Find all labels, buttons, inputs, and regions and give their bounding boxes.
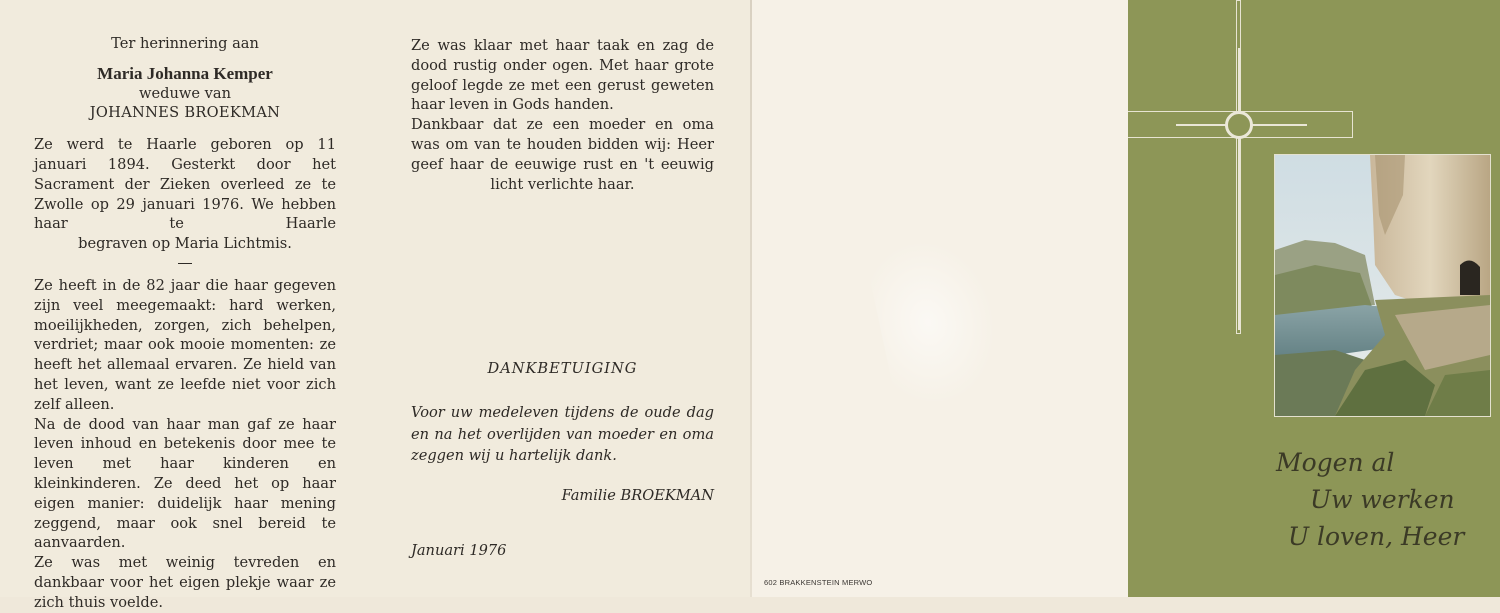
widow-of-text: weduwe van: [139, 84, 231, 102]
husband-name: JOHANNES BROEKMAN: [89, 104, 281, 122]
family-signature: Familie BROEKMAN: [561, 487, 714, 504]
contentment-paragraph: Ze was met weinig tevreden en dankbaar voor het eigen plekje waar ze zich thuis voelde.: [34, 554, 336, 611]
verse-line-1: Mogen al: [1276, 448, 1395, 477]
prayer-paragraph: Dankbaar dat ze een moeder en oma was om van te houden bidden wij: Heer geef haar de eeuwige rust en 't eeuwig: [411, 116, 714, 173]
printer-mark: 602 BRAKKENSTEIN MERWO: [764, 578, 873, 587]
deceased-name: Maria Johanna Kemper: [97, 63, 273, 83]
faith-paragraph: Ze was klaar met haar taak en zag de dood rustig onder ogen. Met haar grote geloof legde ze met een gerust geweten haar leven in Gods handen.: [411, 37, 714, 114]
cross-ring-icon: [1225, 111, 1253, 139]
cross-inner-vertical-line: [1238, 48, 1240, 330]
landscape-photo: [1274, 154, 1491, 417]
memorial-column-left: [34, 34, 336, 613]
cover-verse: [1270, 444, 1500, 555]
thanks-heading: DANKBETUIGING: [487, 360, 638, 377]
life-paragraph: Ze heeft in de 82 jaar die haar gegeven zijn veel meegemaakt: hard werken, moeilijkheden, zorgen, zich behelpen, verdriet; maar ook mooie momenten: ze heeft het allemaal ervaren. Ze hield van het leven, want ze leefde niet voor zich zelf alleen.: [34, 276, 336, 413]
card-date: Januari 1976: [411, 542, 507, 559]
verse-line-2: Uw werken: [1310, 485, 1455, 514]
prayer-last-line: licht verlichte haar.: [490, 175, 635, 193]
landscape-illustration: [1275, 155, 1490, 416]
verse-line-3: U loven, Heer: [1288, 522, 1465, 551]
intro-text: Ter herinnering aan: [111, 35, 259, 52]
birth-death-paragraph: Ze werd te Haarle geboren op 11 januari 1894. Gesterkt door het Sacrament der Zieken overleed ze te Zwolle op 29 januari 1976. We hebben haar te Haarle: [34, 136, 336, 233]
widowhood-paragraph: Na de dood van haar man gaf ze haar leven inhoud en betekenis door mee te leven met haar kinderen en kleinkinderen. Ze deed het op haar eigen manier: duidelijk haar mening zeggend, maar ook snel bereid te aanvaarden.: [34, 415, 336, 552]
separator-dash: [178, 263, 192, 264]
burial-line: begraven op Maria Lichtmis.: [78, 235, 292, 253]
thanks-body: Voor uw medeleven tijdens de oude dag en na het overlijden van moeder en oma zeggen wij u hartelijk dank.: [411, 404, 714, 464]
memorial-column-right: [411, 36, 714, 194]
